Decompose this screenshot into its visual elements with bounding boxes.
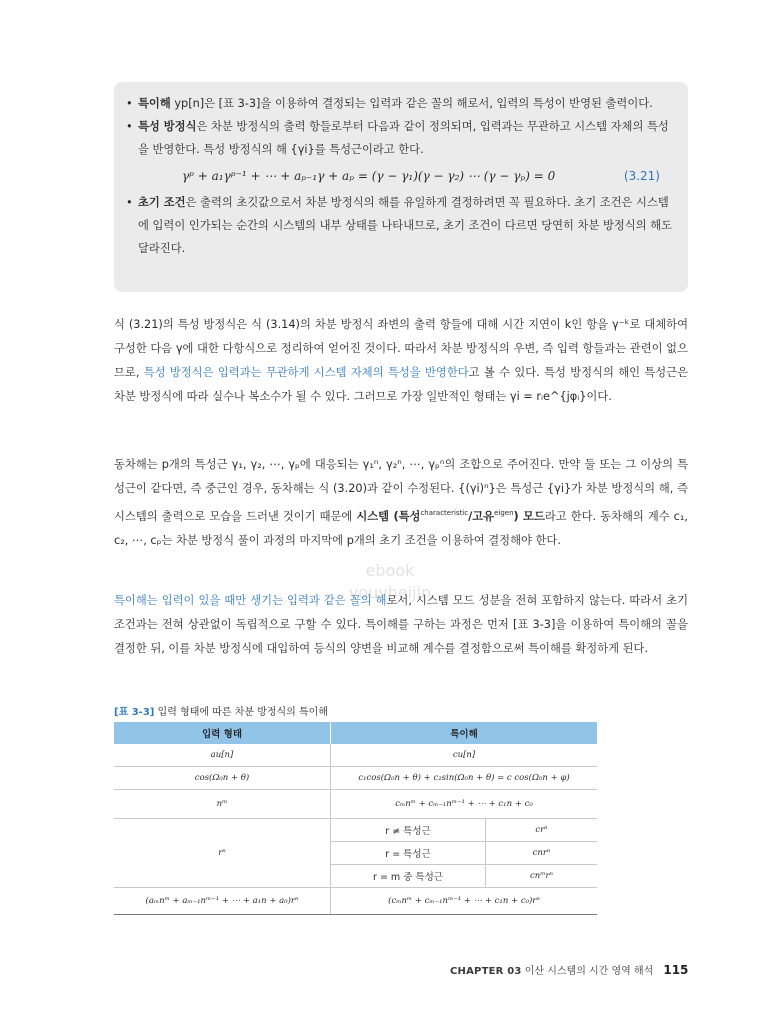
table-row: cos(Ω₀n + θ) c₁cos(Ω₀n + θ) + c₂sin(Ω₀n + θ) = c cos(Ω₀n + φ): [114, 767, 597, 790]
equation-row: [126, 161, 674, 191]
particular-solution-table: [114, 722, 597, 915]
highlight-3: 특이해는 입력이 있을 때만 생기는 입력과 같은 꼴의 해: [114, 594, 387, 607]
paragraph-1: 식 (3.21)의 특성 방정식은 식 (3.14)의 차분 방정식 좌변의 출력 항들에 대해 시간 지연이 k인 항을 γ⁻ᵏ로 대체하여 구성한 다음 γ에 대한 다항식으로 정리하여 얻어진 것이다. 따라서 차분 방정식의 우변, 즉 입력 항들과는 관련이 없으므로, 특성 방정식은 입력과는 무관하게 시스템 자체의 특성을 반영한다고 볼 수 있다. 특성 방정식의 해인 특성근은 차분 방정식에 따라 실수나 복소수가 될 수 있다. 그러므로 가장 일반적인 형태는 γi = rᵢe^{jφᵢ}이다.: [114, 318, 688, 403]
term-characteristic: 특성 방정식: [138, 120, 197, 133]
equation: γᵖ + a₁γᵖ⁻¹ + ⋯ + aₚ₋₁γ + aₚ = (γ − γ₁)(γ − γ₂) ⋯ (γ − γₚ) = 0: [182, 169, 556, 183]
term-initial: 초기 조건: [138, 196, 186, 209]
table-row: (aₘnᵐ + aₘ₋₁nᵐ⁻¹ + ⋯ + a₁n + a₀)rⁿ (cₘnᵐ + cₘ₋₁nᵐ⁻¹ + ⋯ + c₁n + c₀)rⁿ: [114, 888, 597, 915]
table-caption: [표 3-3] 입력 형태에 따른 차분 방정식의 특이해: [114, 707, 328, 718]
table-row: rⁿ r ≠ 특성근 crⁿ: [114, 819, 597, 842]
header-particular: 특이해: [331, 722, 598, 744]
bullet-initial-condition: • 초기 조건은 출력의 초깃값으로서 차분 방정식의 해를 유일하게 결정하려면 꼭 필요하다. 초기 조건은 시스템에 입력이 인가되는 순간의 시스템의 내부 상태를 나타내므로, 초기 조건이 다르면 당연히 차분 방정식의 해도 달라진다.: [126, 191, 674, 260]
table-row: au[n] cu[n]: [114, 744, 597, 767]
paragraph-3: 특이해는 입력이 있을 때만 생기는 입력과 같은 꼴의 해로서, 시스템 모드 성분을 전혀 포함하지 않는다. 따라서 초기 조건과는 전혀 상관없이 독립적으로 구할 수 있다. 특이해를 구하는 과정은 먼저 [표 3-3]을 이용하여 특이해의 꼴을 결정한 뒤, 이를 차분 방정식에 대입하여 등식의 양변을 비교해 계수를 결정함으로써 특이해를 확정하게 된다.: [114, 594, 688, 655]
watermark: ebook youyheijin: [348, 561, 432, 602]
page-footer: [450, 962, 688, 977]
table-row: nᵐ cₘnᵐ + cₘ₋₁nᵐ⁻¹ + ⋯ + c₁n + c₀: [114, 790, 597, 819]
table-header: [114, 722, 597, 744]
term-particular: 특이해: [138, 97, 171, 110]
summary-box: [114, 82, 688, 292]
equation-number: (3.21): [623, 169, 660, 183]
paragraph-2: 동차해는 p개의 특성근 γ₁, γ₂, ⋯, γₚ에 대응되는 γ₁ⁿ, γ₂ⁿ, ⋯, γₚⁿ의 조합으로 주어진다. 만약 둘 또는 그 이상의 특성근이 같다면, 즉 중근인 경우, 동차해는 식 (3.20)과 같이 수정된다. {(γi)ⁿ}은 특성근 {γi}가 차분 방정식의 해, 즉 시스템의 출력으로 모습을 드러낸 것이기 때문에 시스템 (특성$^{characteristic}$/고유$^{eigen}$) 모드라고 한다. 동차해의 계수 c₁, c₂, ⋯, cₚ는 차분 방정식 풀이 과정의 마지막에 p개의 초기 조건을 이용하여 결정해야 한다.: [114, 458, 688, 547]
header-input: 입력 형태: [114, 722, 331, 744]
table-row: r = m 중 특성근 cnᵐrⁿ: [114, 865, 597, 888]
table-row: r = 특성근 cnrⁿ: [114, 842, 597, 865]
chapter-label: CHAPTER 03: [450, 966, 522, 977]
page-number: 115: [663, 963, 689, 977]
highlight-1: 특성 방정식은 입력과는 무관하게 시스템 자체의 특성을 반영한다: [143, 366, 469, 379]
chapter-title: 이산 시스템의 시간 영역 해석: [521, 966, 654, 977]
bullet-particular-solution: • 특이해 yp[n]은 [표 3-3]을 이용하여 결정되는 입력과 같은 꼴의 해로서, 입력의 특성이 반영된 출력이다.: [126, 92, 674, 115]
bullet-characteristic-eq: • 특성 방정식은 차분 방정식의 출력 항들로부터 다음과 같이 정의되며, 입력과는 무관하고 시스템 자체의 특성을 반영한다. 특성 방정식의 해 {γi}를 특성근이라고 한다.: [126, 115, 674, 161]
table-label: [표 3-3]: [114, 707, 155, 718]
